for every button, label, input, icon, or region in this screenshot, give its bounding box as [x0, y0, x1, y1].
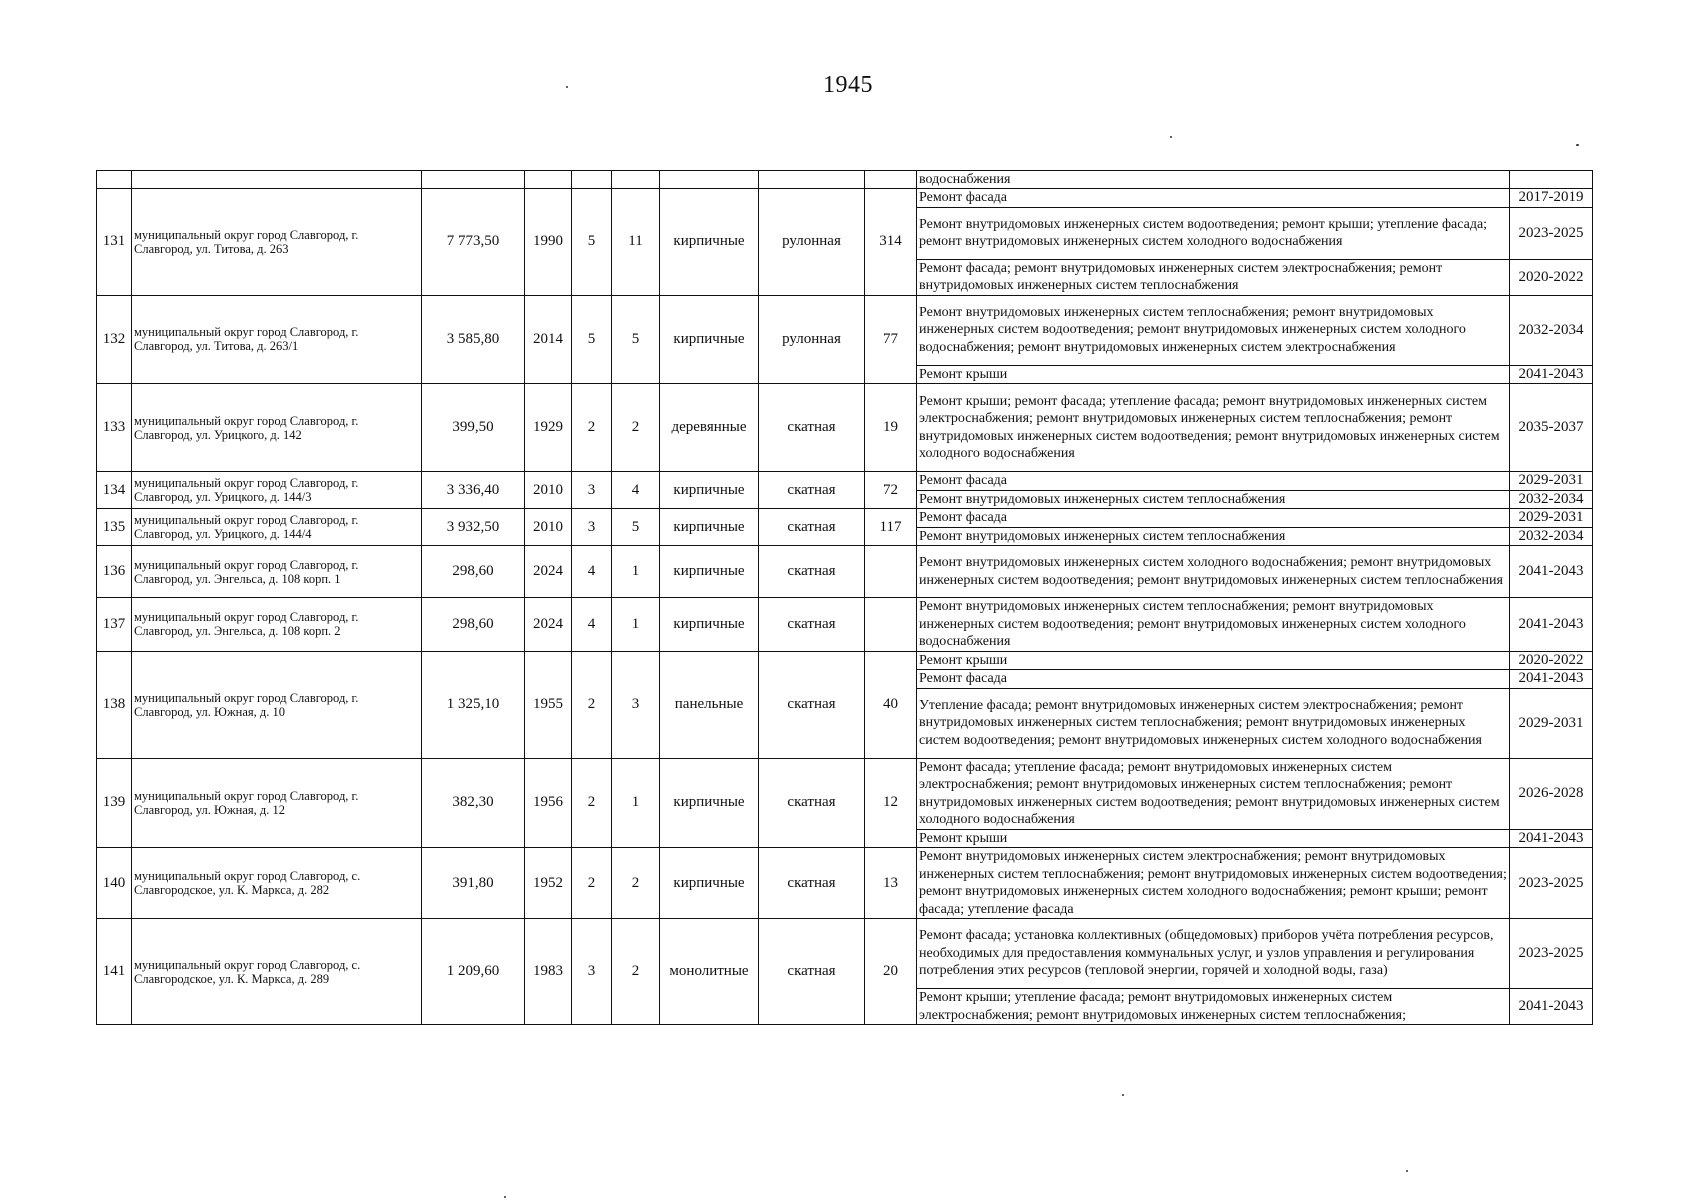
building-row — [97, 509, 1593, 528]
work-period: 2029-2031 — [1510, 472, 1593, 491]
total-area: 3 932,50 — [422, 509, 525, 546]
resident-count: 40 — [865, 651, 917, 758]
total-area: 7 773,50 — [422, 189, 525, 296]
row-number: 134 — [97, 472, 132, 509]
year-built: 1956 — [525, 758, 572, 848]
roof-type: скатная — [759, 546, 865, 598]
roof-type: скатная — [759, 848, 865, 919]
work-description: Ремонт крыши; утепление фасада; ремонт внутридомовых инженерных систем электроснабжения; ремонт внутридомовых инженерных систем теплоснабжения; — [917, 989, 1510, 1025]
resident-count: 12 — [865, 758, 917, 848]
work-period: 2041-2043 — [1510, 670, 1593, 689]
roof-type: скатная — [759, 758, 865, 848]
building-row — [97, 598, 1593, 652]
roof-type: рулонная — [759, 189, 865, 296]
entrance-count: 1 — [612, 758, 660, 848]
scan-speck — [566, 86, 568, 88]
work-period: 2026-2028 — [1510, 758, 1593, 829]
entrance-count: 2 — [612, 848, 660, 919]
year-built: 1929 — [525, 384, 572, 472]
work-description: Ремонт крыши — [917, 365, 1510, 384]
resident-count: 13 — [865, 848, 917, 919]
resident-count: 314 — [865, 189, 917, 296]
empty-cell — [525, 171, 572, 189]
building-address: муниципальный округ город Славгород, с. Славгородское, ул. К. Маркса, д. 289 — [132, 919, 422, 1025]
work-description: Ремонт фасада; установка коллективных (общедомовых) приборов учёта потребления ресурсов, необходимых для предоставления коммунальных услуг, и узлов управления и регулирования потребления этих ресурсов (тепловой энергии, горячей и холодной воды, газа) — [917, 919, 1510, 989]
work-description: Ремонт фасада; утепление фасада; ремонт внутридомовых инженерных систем электроснабжения; ремонт внутридомовых инженерных систем теплоснабжения; ремонт внутридомовых инженерных систем водоотведения; ремонт внутридомовых инженерных систем холодного водоснабжения — [917, 758, 1510, 829]
building-address: муниципальный округ город Славгород, с. Славгородское, ул. К. Маркса, д. 282 — [132, 848, 422, 919]
building-row — [97, 758, 1593, 829]
building-row — [97, 651, 1593, 670]
total-area: 298,60 — [422, 598, 525, 652]
resident-count: 20 — [865, 919, 917, 1025]
resident-count: 19 — [865, 384, 917, 472]
registry-body — [97, 171, 1593, 1025]
total-area: 391,80 — [422, 848, 525, 919]
scan-speck — [1406, 1170, 1408, 1172]
work-period: 2041-2043 — [1510, 598, 1593, 652]
wall-material: кирпичные — [660, 598, 759, 652]
building-address: муниципальный округ город Славгород, г. Славгород, ул. Урицкого, д. 144/4 — [132, 509, 422, 546]
resident-count — [865, 546, 917, 598]
floor-count: 4 — [572, 546, 612, 598]
work-period: 2023-2025 — [1510, 919, 1593, 989]
entrance-count: 2 — [612, 384, 660, 472]
year-built: 2010 — [525, 472, 572, 509]
building-row — [97, 919, 1593, 989]
row-number: 140 — [97, 848, 132, 919]
building-address: муниципальный округ город Славгород, г. Славгород, ул. Южная, д. 10 — [132, 651, 422, 758]
wall-material: кирпичные — [660, 848, 759, 919]
work-period: 2020-2022 — [1510, 651, 1593, 670]
floor-count: 2 — [572, 848, 612, 919]
empty-cell — [97, 171, 132, 189]
total-area: 1 209,60 — [422, 919, 525, 1025]
page-number: 1945 — [823, 72, 873, 98]
row-number: 132 — [97, 295, 132, 384]
work-period: 2023-2025 — [1510, 207, 1593, 259]
empty-cell — [660, 171, 759, 189]
total-area: 298,60 — [422, 546, 525, 598]
year-built: 2010 — [525, 509, 572, 546]
floor-count: 5 — [572, 189, 612, 296]
total-area: 382,30 — [422, 758, 525, 848]
work-period: 2017-2019 — [1510, 189, 1593, 208]
work-description: Ремонт внутридомовых инженерных систем электроснабжения; ремонт внутридомовых инженерных систем теплоснабжения; ремонт внутридомовых инженерных систем водоотведения; ремонт внутридомовых инженерных систем холодного водоснабжения; ремонт крыши; ремонт фасада; утепление фасада — [917, 848, 1510, 919]
work-period: 2032-2034 — [1510, 295, 1593, 365]
row-number: 138 — [97, 651, 132, 758]
resident-count — [865, 598, 917, 652]
work-period: 2041-2043 — [1510, 365, 1593, 384]
work-period: 2023-2025 — [1510, 848, 1593, 919]
entrance-count: 11 — [612, 189, 660, 296]
floor-count: 5 — [572, 295, 612, 384]
work-description: Ремонт фасада — [917, 509, 1510, 528]
empty-cell — [422, 171, 525, 189]
work-description: Ремонт внутридомовых инженерных систем водоотведения; ремонт крыши; утепление фасада; ремонт внутридомовых инженерных систем холодного водоснабжения — [917, 207, 1510, 259]
building-address: муниципальный округ город Славгород, г. Славгород, ул. Титова, д. 263/1 — [132, 295, 422, 384]
row-number: 133 — [97, 384, 132, 472]
work-description: Ремонт фасада — [917, 472, 1510, 491]
building-address: муниципальный округ город Славгород, г. Славгород, ул. Титова, д. 263 — [132, 189, 422, 296]
work-description: Ремонт крыши; ремонт фасада; утепление фасада; ремонт внутридомовых инженерных систем электроснабжения; ремонт внутридомовых инженерных систем теплоснабжения; ремонт внутридомовых инженерных систем водоотведения; ремонт внутридомовых инженерных систем холодного водоснабжения — [917, 384, 1510, 472]
entrance-count: 5 — [612, 295, 660, 384]
registry-table — [96, 170, 1593, 1025]
row-number: 131 — [97, 189, 132, 296]
wall-material: панельные — [660, 651, 759, 758]
entrance-count: 4 — [612, 472, 660, 509]
building-row — [97, 189, 1593, 208]
building-address: муниципальный округ город Славгород, г. Славгород, ул. Энгельса, д. 108 корп. 1 — [132, 546, 422, 598]
work-description: Ремонт внутридомовых инженерных систем холодного водоснабжения; ремонт внутридомовых инженерных систем водоотведения; ремонт внутридомовых инженерных систем теплоснабжения — [917, 546, 1510, 598]
scan-speck — [504, 1196, 506, 1198]
empty-cell — [572, 171, 612, 189]
building-row — [97, 848, 1593, 919]
work-description: Ремонт крыши — [917, 651, 1510, 670]
work-period: 2032-2034 — [1510, 490, 1593, 509]
empty-cell — [612, 171, 660, 189]
floor-count: 3 — [572, 509, 612, 546]
roof-type: скатная — [759, 598, 865, 652]
building-row — [97, 546, 1593, 598]
wall-material: кирпичные — [660, 472, 759, 509]
work-description: Ремонт фасада; ремонт внутридомовых инженерных систем электроснабжения; ремонт внутридомовых инженерных систем теплоснабжения — [917, 259, 1510, 295]
wall-material: кирпичные — [660, 295, 759, 384]
resident-count: 77 — [865, 295, 917, 384]
building-row — [97, 384, 1593, 472]
work-description: Ремонт фасада — [917, 670, 1510, 689]
entrance-count: 5 — [612, 509, 660, 546]
resident-count: 72 — [865, 472, 917, 509]
row-number: 135 — [97, 509, 132, 546]
floor-count: 3 — [572, 472, 612, 509]
wall-material: кирпичные — [660, 509, 759, 546]
roof-type: скатная — [759, 919, 865, 1025]
work-period: 2029-2031 — [1510, 688, 1593, 758]
floor-count: 2 — [572, 758, 612, 848]
building-address: муниципальный округ город Славгород, г. Славгород, ул. Урицкого, д. 142 — [132, 384, 422, 472]
continuation-row — [97, 171, 1593, 189]
empty-cell — [865, 171, 917, 189]
resident-count: 117 — [865, 509, 917, 546]
building-row — [97, 472, 1593, 491]
work-description: Ремонт внутридомовых инженерных систем теплоснабжения — [917, 490, 1510, 509]
floor-count: 3 — [572, 919, 612, 1025]
wall-material: деревянные — [660, 384, 759, 472]
work-period: 2020-2022 — [1510, 259, 1593, 295]
row-number: 137 — [97, 598, 132, 652]
building-address: муниципальный округ город Славгород, г. Славгород, ул. Южная, д. 12 — [132, 758, 422, 848]
row-number: 141 — [97, 919, 132, 1025]
entrance-count: 3 — [612, 651, 660, 758]
work-description: Ремонт внутридомовых инженерных систем теплоснабжения; ремонт внутридомовых инженерных систем водоотведения; ремонт внутридомовых инженерных систем холодного водоснабжения; ремонт внутридомовых инженерных систем электроснабжения — [917, 295, 1510, 365]
work-period: 2032-2034 — [1510, 527, 1593, 546]
work-period — [1510, 171, 1593, 189]
year-built: 1983 — [525, 919, 572, 1025]
building-row — [97, 295, 1593, 365]
work-description: Ремонт внутридомовых инженерных систем теплоснабжения — [917, 527, 1510, 546]
empty-cell — [132, 171, 422, 189]
row-number: 136 — [97, 546, 132, 598]
scan-speck — [1576, 144, 1579, 146]
entrance-count: 2 — [612, 919, 660, 1025]
work-description: водоснабжения — [917, 171, 1510, 189]
empty-cell — [759, 171, 865, 189]
roof-type: скатная — [759, 472, 865, 509]
scan-speck — [1122, 1094, 1124, 1096]
roof-type: скатная — [759, 509, 865, 546]
year-built: 1990 — [525, 189, 572, 296]
scan-speck — [1170, 136, 1172, 138]
work-period: 2029-2031 — [1510, 509, 1593, 528]
total-area: 3 336,40 — [422, 472, 525, 509]
total-area: 1 325,10 — [422, 651, 525, 758]
year-built: 1955 — [525, 651, 572, 758]
floor-count: 4 — [572, 598, 612, 652]
year-built: 1952 — [525, 848, 572, 919]
work-period: 2041-2043 — [1510, 829, 1593, 848]
work-description: Ремонт внутридомовых инженерных систем теплоснабжения; ремонт внутридомовых инженерных систем водоотведения; ремонт внутридомовых инженерных систем холодного водоснабжения — [917, 598, 1510, 652]
wall-material: кирпичные — [660, 189, 759, 296]
building-address: муниципальный округ город Славгород, г. Славгород, ул. Урицкого, д. 144/3 — [132, 472, 422, 509]
roof-type: скатная — [759, 651, 865, 758]
row-number: 139 — [97, 758, 132, 848]
entrance-count: 1 — [612, 546, 660, 598]
work-description: Ремонт фасада — [917, 189, 1510, 208]
total-area: 3 585,80 — [422, 295, 525, 384]
wall-material: кирпичные — [660, 758, 759, 848]
floor-count: 2 — [572, 384, 612, 472]
work-period: 2041-2043 — [1510, 989, 1593, 1025]
wall-material: монолитные — [660, 919, 759, 1025]
year-built: 2024 — [525, 546, 572, 598]
wall-material: кирпичные — [660, 546, 759, 598]
building-address: муниципальный округ город Славгород, г. Славгород, ул. Энгельса, д. 108 корп. 2 — [132, 598, 422, 652]
work-description: Ремонт крыши — [917, 829, 1510, 848]
work-description: Утепление фасада; ремонт внутридомовых инженерных систем электроснабжения; ремонт внутридомовых инженерных систем теплоснабжения; ремонт внутридомовых инженерных систем водоотведения; ремонт внутридомовых инженерных систем холодного водоснабжения — [917, 688, 1510, 758]
roof-type: скатная — [759, 384, 865, 472]
year-built: 2014 — [525, 295, 572, 384]
work-period: 2041-2043 — [1510, 546, 1593, 598]
work-period: 2035-2037 — [1510, 384, 1593, 472]
total-area: 399,50 — [422, 384, 525, 472]
roof-type: рулонная — [759, 295, 865, 384]
entrance-count: 1 — [612, 598, 660, 652]
year-built: 2024 — [525, 598, 572, 652]
floor-count: 2 — [572, 651, 612, 758]
